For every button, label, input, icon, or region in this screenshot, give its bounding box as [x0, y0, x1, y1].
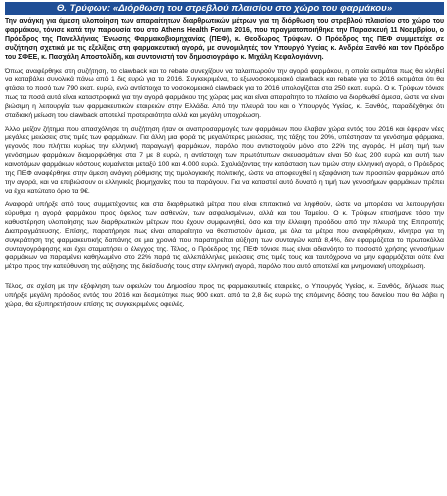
article-paragraph: Τέλος, σε σχέση με την εξόφληση των οφειλών του Δημοσίου προς τις φαρμακευτικές εταιρείες, ο Υπουργός Υγείας, κ. Ξανθός, δήλωσε πως υπήρξε μεγάλη πρόοδος εντός του 2016 και δεσμεύτηκε πως 900 εκατ. από τα 2,8 δις ευρώ της επόμενης δόσης του δανείου που θα λάβει η χώρα, θα εξυπηρετήσουν επίσης τις συγκεκριμένες οφειλές. — [5, 283, 444, 308]
article-paragraph: Αναφορά υπήρξε από τους συμμετέχοντες και στα διαρθρωτικά μέτρα που είναι επιτακτικό να ληφθούν, ώστε να μπορέσει να λειτουργήσει εύρυθμα η αγορά φαρμάκου προς όφελος των ασθενών, των ασφαλισμένων, αλλά και του Ταμείου. Ο κ. Τρύφων επισήμανε τόσο την καθυστέρηση υλοποίησης των διαρθρωτικών μέτρων που έχουν συμφωνηθεί, όσο και την έλλειψη προόδου από την πλευρά της Επιτροπής Διαπραγμάτευσης. Επίσης, παρατήρησε πως είναι απαραίτητο να θεσπιστούν άμεσα, με όλα τα μέτρα που αναφέρθηκαν, κίνητρα για τη συγκράτηση της φαρμακευτικής δαπάνης σε μια χρονιά που παρατηρείται αύξηση των συνταγών κατά 8,4%, δεν εφαρμόζεται το πρωτοκόλλα συνταγογράφησης και έχει σταματήσει ο έλεγχος της. Τέλος, ο Πρόεδρος της ΠΕΦ τόνισε πως είναι αδιανόητο το ποσοστό χρήσης γενοσήμων φαρμάκων να παραμένει καθηλωμένο στο 22% παρά τις αλλεπάλληλες μειώσεις στις τιμές τους και ταυτόχρονα να μην εφαρμόζεται ούτε ένα μέτρο προς την κατεύθυνση της αύξησης της διείσδυσής τους στην ελληνική αγορά, παρόλο που αυτό αποτελεί και μνημονιακή υποχρέωση. — [5, 201, 444, 271]
article-paragraph: Όπως αναφέρθηκε στη συζήτηση, το clawback και το rebate συνεχίζουν να ταλαιπωρούν την αγορά φαρμάκου, η οποία εκτιμάται πως θα κληθεί να καταβάλει συνολικά πάνω από 1 δις ευρώ για το 2016. Συγκεκριμένα, το εξωνοσοκομειακό clawback και rebate για το 2016 εκτιμάται ότι θα φτάσει το ποσό των 790 εκατ. ευρώ, ενώ αντίστοιχα το νοσοκομειακό clawback για το 2016 υπολογίζεται στα 250 εκατ. ευρώ. Ο κ. Τρύφων τόνισε πως τα ποσά αυτά είναι καταστροφικά για την αγορά φαρμάκου της χώρας μας και είναι απαραίτητο το πλαίσιο να διορθωθεί άμεσα, ώστε να είναι βιώσιμη η λειτουργία των φαρμακευτικών εταιρειών στην Ελλάδα. Από την πλευρά του και ο Υπουργός Υγείας, κ. Ξανθός, παραδέχθηκε ότι σταδιακή μείωση του clawback αποτελεί προτεραιότητα αλλά και μεγάλη υποχρέωση. — [5, 67, 444, 119]
article-title: Θ. Τρύφων: «Διόρθωση του στρεβλού πλαισίου στο χώρο του φαρμάκου» — [5, 2, 444, 15]
article-paragraph: Άλλο μείζον ζήτημα που απασχόλησε τη συζήτηση ήταν οι αναπροσαρμογές των φαρμάκων που έλαβαν χώρα εντός του 2016 και έφεραν νέες μεγάλες μειώσεις στις τιμές των φαρμάκων. Για άλλη μια φορά τις μεγαλύτερες μειώσεις, της τάξης του 20%, υπέστησαν τα γενόσημα φάρμακα, γεγονός που πλήττει κυρίως την ελληνική παραγωγή φαρμάκων, παρόλο που αντιστοιχούν μόνο στο 22% της αγοράς. Η μέση τιμή των γενόσημων φαρμάκων διαμορφώθηκε στα 7 με 8 ευρώ, η αντίστοιχη των πρωτότυπων σκευασμάτων είναι 50 έως 200 ευρώ και αυτή των καινοτόμων φαρμάκων κόστους κυμαίνεται μεταξύ 100 και 4.000 ευρώ. Σχολιάζοντας την κατάσταση των τιμών στην ελληνική αγορά, ο Πρόεδρος της ΠΕΦ αναφέρθηκε στην άμεση ανάγκη ρύθμισης της τιμολογιακής πολιτικής, ώστε να αποφευχθεί η εξαφάνιση των προσιτών φαρμάκων από την αγορά, και να επιβιώσουν οι ελληνικές βιομηχανίες που τα παράγουν. Για να καταστεί αυτό δυνατό η τιμή των γενοσήμων φαρμάκων πρέπει να έχει κατώτατο όριο τα 9€. — [5, 125, 444, 195]
article-lead: Την ανάγκη για άμεση υλοποίηση των απαραίτητων διαρθρωτικών μέτρων για τη διόρθωση του στρεβλού πλαισίου στο χώρο του φαρμάκου, τόνισε κατά την παρουσία του στο Athens Health Forum 2016, που πραγματοποιήθηκε την Παρασκευή 11 Νοεμβρίου, ο Πρόεδρος της Πανελλήνιας Ένωσης Φαρμακοβιομηχανίας (ΠΕΦ), κ. Θεοδωρος Τρύφων. Ο Πρόεδρος της ΠΕΦ συμμετείχε σε συζήτηση σχετικά με τις εξελίξεις στη φαρμακευτική αγορά, με συνομιλητές τον Υπουργό Υγείας κ. Ανδρέα Ξανθό και τον Πρόεδρο του ΣΦΕΕ, κ. Πασχάλη Αποστολίδη, και συντονιστή τον δημοσιογράφο κ. Μιχάλη Κεφαλογιάννη. — [5, 18, 444, 61]
